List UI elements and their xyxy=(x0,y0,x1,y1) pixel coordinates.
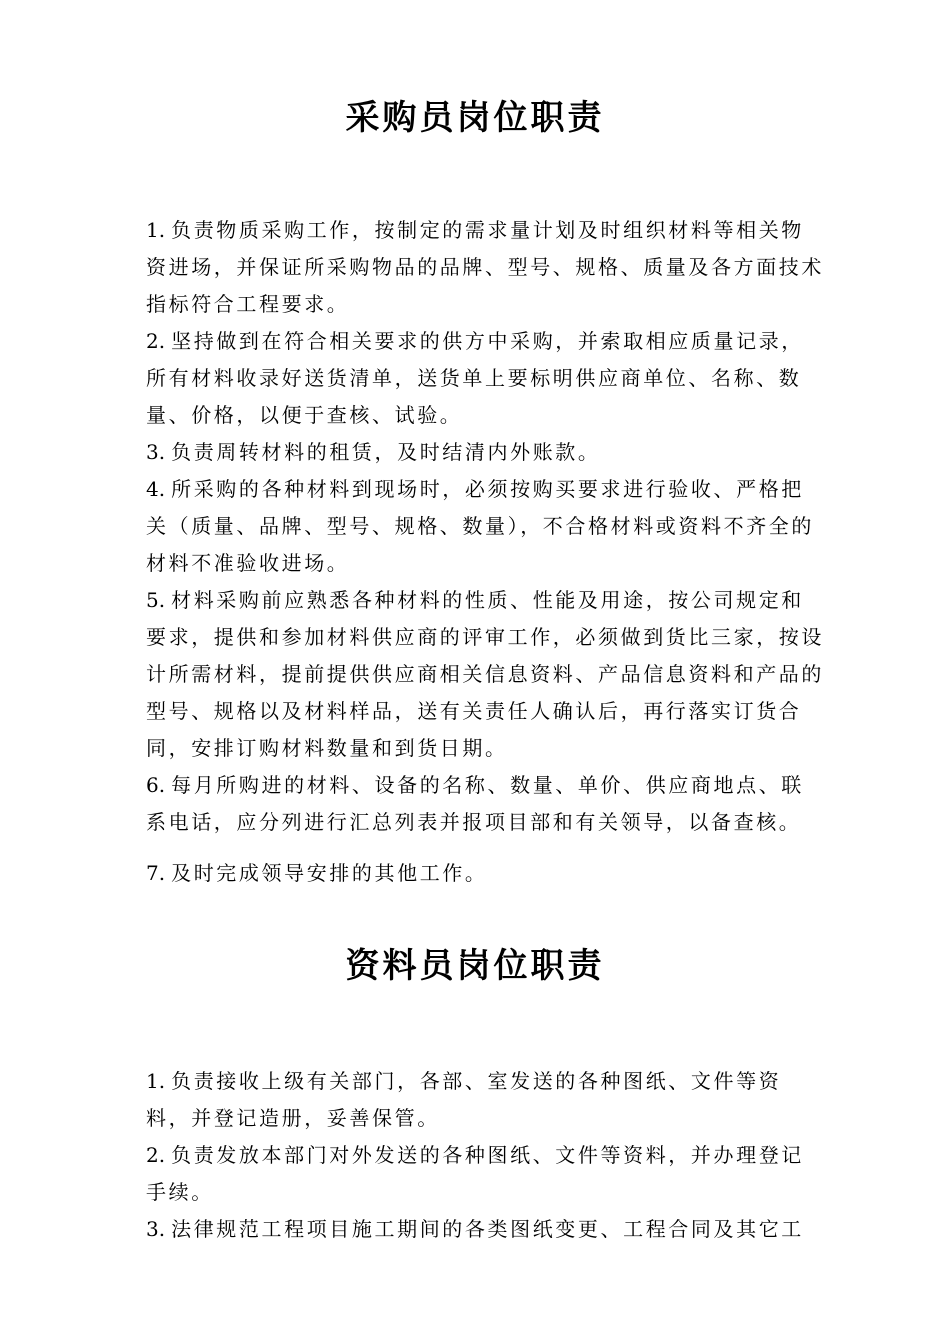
list-item: 6. 每月所购进的材料、设备的名称、数量、单价、供应商地点、联系电话，应分列进行汇总列表并报项目部和有关领导，以备查核。 xyxy=(146,773,804,834)
list-item: 2. 坚持做到在符合相关要求的供方中采购，并索取相应质量记录，所有材料收录好送货清单，送货单上要标明供应商单位、名称、数量、价格，以便于查核、试验。 xyxy=(146,329,804,427)
list-item: 3. 法律规范工程项目施工期间的各类图纸变更、工程合同及其它工 xyxy=(146,1217,804,1241)
list-item: 5. 材料采购前应熟悉各种材料的性质、性能及用途，按公司规定和要求，提供和参加材料供应商的评审工作，必须做到货比三家，按设计所需材料，提前提供供应商相关信息资料、产品信息资料和产品的型号、规格以及材料样品，送有关责任人确认后，再行落实订货合同，安排订购材料数量和到货日期。 xyxy=(146,588,824,760)
section-title-purchaser: 采购员岗位职责 xyxy=(345,98,605,138)
list-item: 1. 负责接收上级有关部门，各部、室发送的各种图纸、文件等资料，并登记造册，妥善保管。 xyxy=(146,1069,782,1130)
list-item: 4. 所采购的各种材料到现场时，必须按购买要求进行验收、严格把关（质量、品牌、型号、规格、数量），不合格材料或资料不齐全的材料不准验收进场。 xyxy=(146,477,814,575)
list-item: 2. 负责发放本部门对外发送的各种图纸、文件等资料，并办理登记手续。 xyxy=(146,1143,804,1204)
list-item: 3. 负责周转材料的租赁，及时结清内外账款。 xyxy=(146,440,601,464)
list-item: 1. 负责物质采购工作，按制定的需求量计划及时组织材料等相关物资进场，并保证所采购物品的品牌、型号、规格、质量及各方面技术指标符合工程要求。 xyxy=(146,218,824,316)
purchaser-duties-list xyxy=(146,212,826,892)
document-clerk-duties-list xyxy=(146,1063,826,1248)
section-title-document-clerk: 资料员岗位职责 xyxy=(345,946,605,986)
list-item: 7. 及时完成领导安排的其他工作。 xyxy=(146,861,488,885)
